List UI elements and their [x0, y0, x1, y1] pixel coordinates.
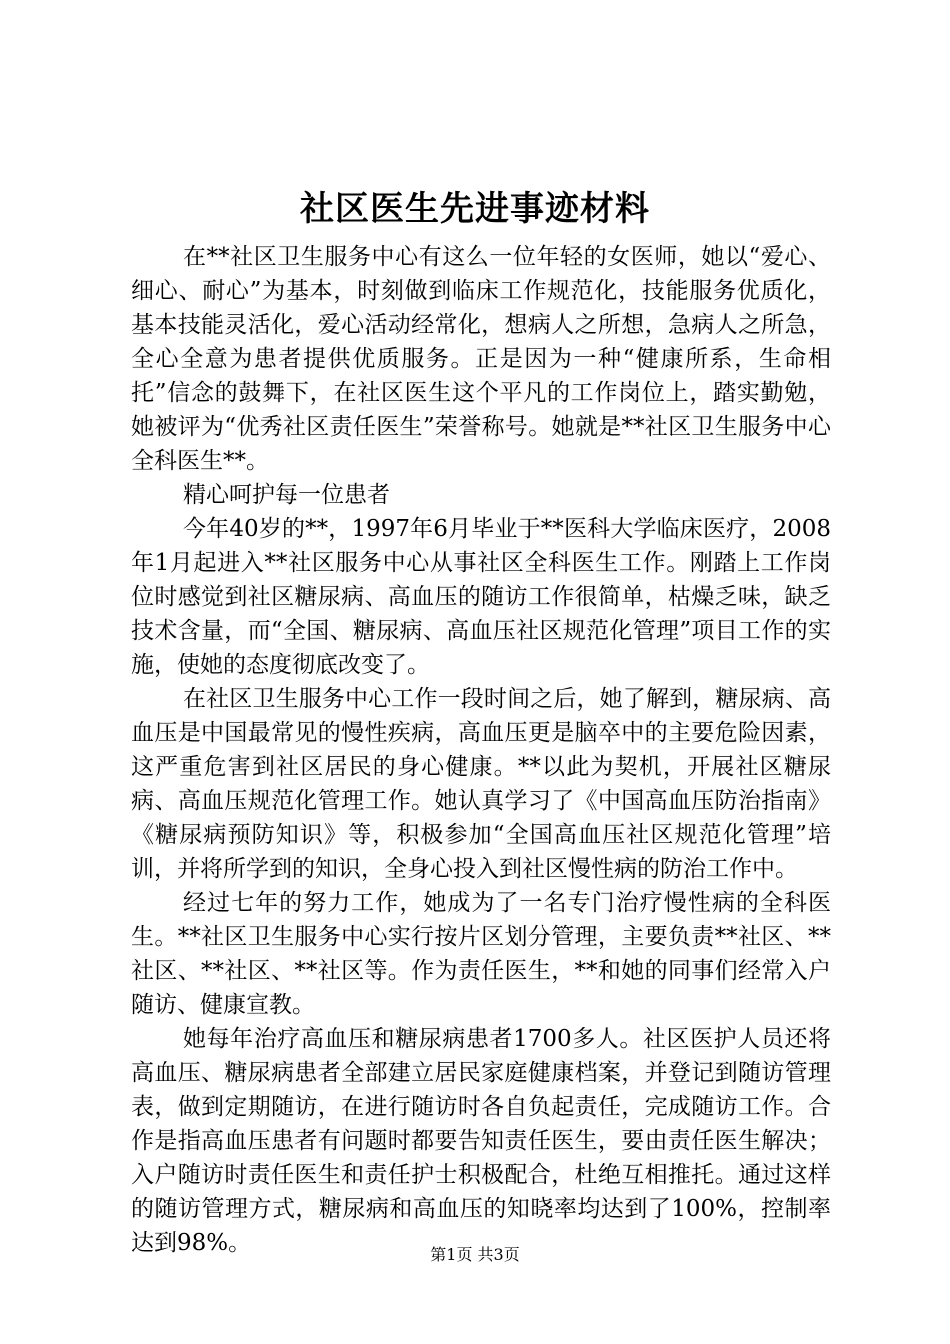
document-title: 社区医生先进事迹材料 [300, 189, 650, 229]
paragraph-background: 今年40岁的**，1997年6月毕业于**医科大学临床医疗，2008年1月起进入**社区服务中心从事社区全科医生工作。刚踏上工作岗位时感觉到社区糖尿病、高血压的随访工作很简单，枯燥乏味，缺乏技术含量，而“全国、糖尿病、高血压社区规范化管理”项目工作的实施，使她的态度彻底改变了。 [131, 516, 831, 678]
section-heading: 精心呵护每一位患者 [183, 482, 390, 508]
page-number: 第1页 共3页 [430, 1245, 520, 1264]
paragraph-learning: 在社区卫生服务中心工作一段时间之后，她了解到，糖尿病、高血压是中国最常见的慢性疾病，高血压更是脑卒中的主要危险因素，这严重危害到社区居民的身心健康。**以此为契机，开展社区糖尿病、高血压规范化管理工作。她认真学习了《中国高血压防治指南》《糖尿病预防知识》等，积极参加“全国高血压社区规范化管理”培训，并将所学到的知识，全身心投入到社区慢性病的防治工作中。 [131, 686, 831, 882]
document-body [131, 240, 831, 1260]
paragraph-intro: 在**社区卫生服务中心有这么一位年轻的女医师，她以“爱心、细心、耐心”为基本，时刻做到临床工作规范化，技能服务优质化，基本技能灵活化，爱心活动经常化，想病人之所想，急病人之所急，全心全意为患者提供优质服务。正是因为一种“健康所系，生命相托”信念的鼓舞下，在社区医生这个平凡的工作岗位上，踏实勤勉，她被评为“优秀社区责任医生”荣誉称号。她就是**社区卫生服务中心全科医生**。 [131, 244, 831, 474]
paragraph-work: 经过七年的努力工作，她成为了一名专门治疗慢性病的全科医生。**社区卫生服务中心实行按片区划分管理，主要负责**社区、**社区、**社区、**社区等。作为责任医生，**和她的同事们经常入户随访、健康宣教。 [131, 890, 831, 1018]
paragraph-results: 她每年治疗高血压和糖尿病患者1700多人。社区医护人员还将高血压、糖尿病患者全部建立居民家庭健康档案，并登记到随访管理表，做到定期随访，在进行随访时各自负起责任，完成随访工作。合作是指高血压患者有问题时都要告知责任医生，要由责任医生解决；入户随访时责任医生和责任护士积极配合，杜绝互相推托。通过这样的随访管理方式，糖尿病和高血压的知晓率均达到了100%，控制率达到98%。 [131, 1026, 831, 1256]
